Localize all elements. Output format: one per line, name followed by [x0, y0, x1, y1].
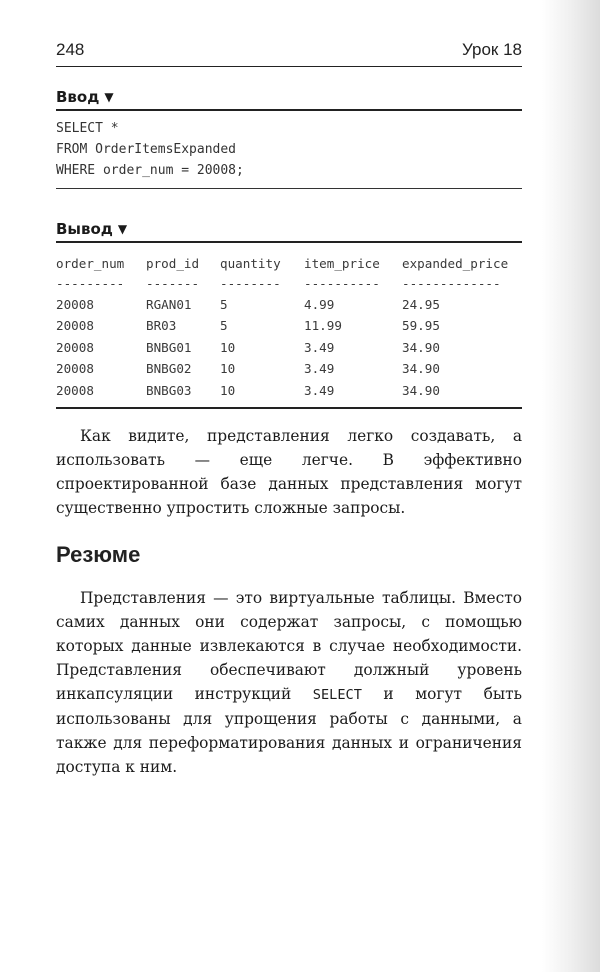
input-label-text: Ввод [56, 88, 100, 106]
table-cell: 59.95 [402, 318, 440, 333]
select-keyword: SELECT [312, 687, 362, 703]
page-edge-shadow [542, 0, 600, 972]
sql-code-block [56, 118, 244, 181]
table-cell: 4.99 [304, 297, 335, 312]
column-separator: --------- [56, 276, 125, 291]
output-label-text: Вывод [56, 220, 113, 238]
triangle-down-icon: ▼ [104, 90, 114, 104]
table-cell: 10 [220, 340, 236, 355]
output-bottom-rule [56, 407, 522, 409]
page-header [56, 40, 522, 62]
header-rule [56, 66, 522, 67]
page-number: 248 [56, 40, 85, 59]
body-paragraph: Как видите, представления легко создавать, а использовать — еще легче. В эффективно спроектированной базе данных представления могут существенно упростить сложные запросы. [56, 427, 522, 517]
table-cell: 10 [220, 361, 236, 376]
column-header: prod_id [146, 256, 200, 271]
input-bottom-rule [56, 188, 522, 189]
table-cell: 20008 [56, 383, 94, 398]
table-cell: BNBG01 [146, 340, 192, 355]
table-cell: 34.90 [402, 340, 440, 355]
table-cell: 3.49 [304, 361, 335, 376]
summary-paragraph [56, 586, 522, 779]
triangle-down-icon: ▼ [117, 222, 128, 236]
column-separator: ------------- [402, 276, 501, 291]
output-label [56, 220, 127, 238]
lesson-title: Урок 18 [461, 40, 522, 59]
column-header: expanded_price [402, 256, 509, 271]
table-cell: 10 [220, 383, 236, 398]
summary-text-end: и могут быть использованы для упрощения работы с данными, а также для переформатирования данных и ограничения доступа к ним. [56, 685, 522, 776]
code-line: SELECT * [56, 121, 119, 136]
table-cell: RGAN01 [146, 297, 192, 312]
code-line: WHERE order_num = 20008; [56, 163, 244, 178]
table-cell: 20008 [56, 318, 94, 333]
column-separator: ---------- [304, 276, 380, 291]
summary-text-start: Представления — это виртуальные таблицы. Вместо самих данных они содержат запросы, с помощью которых данные извлекаются в случае необходимости. Представления обеспечивают должный уровень инкапсуляции инструкций [56, 589, 522, 703]
table-cell: 3.49 [304, 340, 335, 355]
table-cell: BR03 [146, 318, 177, 333]
table-cell: 20008 [56, 361, 94, 376]
table-cell: 24.95 [402, 297, 440, 312]
column-header: order_num [56, 256, 125, 271]
table-cell: 5 [220, 318, 228, 333]
output-top-rule [56, 241, 522, 243]
column-header: quantity [220, 256, 281, 271]
table-cell: 34.90 [402, 361, 440, 376]
table-cell: 34.90 [402, 383, 440, 398]
section-heading-summary: Резюме [56, 542, 141, 567]
table-cell: BNBG02 [146, 361, 192, 376]
input-top-rule [56, 109, 522, 111]
table-cell: 20008 [56, 297, 94, 312]
table-cell: 20008 [56, 340, 94, 355]
table-cell: BNBG03 [146, 383, 192, 398]
column-separator: ------- [146, 276, 200, 291]
table-cell: 11.99 [304, 318, 342, 333]
code-line: FROM OrderItemsExpanded [56, 142, 237, 157]
table-cell: 3.49 [304, 383, 335, 398]
column-header: item_price [304, 256, 380, 271]
input-label [56, 88, 114, 106]
column-separator: -------- [220, 276, 281, 291]
table-cell: 5 [220, 297, 228, 312]
